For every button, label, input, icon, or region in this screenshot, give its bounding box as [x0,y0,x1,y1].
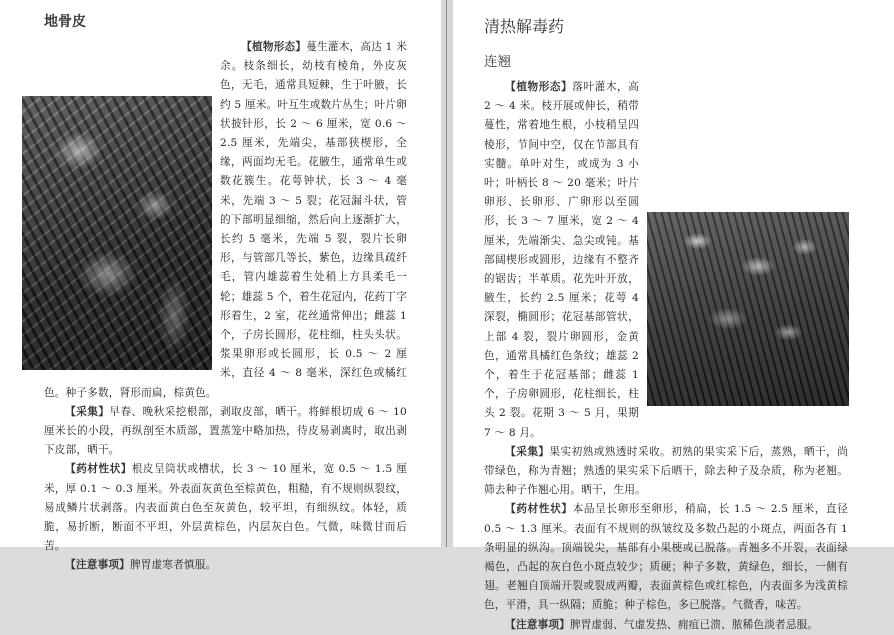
traits-paragraph [44,460,407,556]
book-gutter [441,0,453,547]
collect-text: 早春、晚秋采挖根部，剥取皮部，晒干。将鲜根切成 6 ～ 10 厘米长的小段，再纵剖至木质部，置蒸笼中略加热，待皮易剥离时，取出剥下皮部，晒干。 [44,405,407,457]
notes-text: 脾胃虚寒者慎服。 [129,559,217,572]
collect-tag: 【采集】 [505,445,550,458]
morphology-text: 落叶灌木，高 2 ～ 4 米。枝开展或伸长，稍带蔓性，常着地生根，小枝稍呈四棱形，节间中空，仅在节部具有实髓。单叶对生，或成为 3 小叶；叶柄长 8 ～ 20 毫米；叶片卵形、长卵形、广卵形以至圆形，长 3 ～ 7 厘米，宽 2 ～ 4 厘米，先端渐尖、急尖或钝。基部阔楔形或圆形，边缘有不整齐的锯齿；半革质。花先叶开放，腋生，长约 2.5 厘米；花萼 4 深裂，椭圆形；花冠基部管状，上部 4 裂，裂片卵圆形，金黄色，通常具橘红色条纹；雄蕊 2 个，着生于花冠基部；雌蕊 1 个，子房卵圆形，花柱细长，柱头 2 裂。花期 3 ～ 5 月，果期 7 ～ 8 月。 [484,81,640,439]
plant-photo [647,212,849,406]
section-title: 地骨皮 [44,14,86,30]
herb-title: 连翘 [484,54,511,70]
notes-tag: 【注意事项】 [65,559,130,572]
morphology-text: 蔓生灌木，高达 1 米余。枝条细长，幼枝有棱角，外皮灰色，无毛，通常具短棘，生于叶腋，长约 5 厘米。叶互生或数片丛生；叶片卵状披针形，长 2 ～ 6 厘米，宽 0.6 ～ 2.5 厘米，先端尖，基部狭楔形，全缘，两面均无毛。花腋生，通常单生或数花簇生。花萼钟状，长 3 ～ 4 毫米，先端 3 ～ 5 裂；花冠漏斗状，管的下部明显细缩，然后向上逐渐扩大，长约 5 毫米，先端 5 裂，裂片长卵形，与管部几等长，紫色，边缘具疏纤毛，管内雄蕊着生处稍上方具柔毛一轮；雄蕊 5 个，着生花冠内，花药丁字形着生，2 室，花丝通常伸出；雌蕊 1 个，子房长圆形，花柱细，柱头头状。浆果卵形或长圆形，长 0.5 ～ 2 厘米，直径 4 ～ 8 毫米，深红色或橘红色。种子多数，肾形而扁，棕黄色。 [44,41,407,399]
morphology-paragraph [44,38,407,403]
right-page [453,0,894,631]
notes-text: 脾胃虚弱、气虚发热、痈疽已溃、脓稀色淡者忌服。 [569,618,819,631]
morphology-tag: 【植物形态】 [241,41,307,53]
notes-tag: 【注意事项】 [505,618,570,631]
collect-paragraph [44,403,407,461]
notes-paragraph [484,616,848,635]
traits-tag: 【药材性状】 [65,463,132,476]
left-page [0,0,441,572]
collect-text: 果实初熟或熟透时采收。初熟的果实采下后，蒸熟，晒干，尚带绿色，称为青翘；熟透的果实采下后晒干，除去种子及杂质，称为老翘。筛去种子作翘心用。晒干，生用。 [484,445,848,497]
notes-paragraph [44,556,407,575]
collect-tag: 【采集】 [65,405,110,418]
traits-text: 根皮呈筒状或槽状，长 3 ～ 10 厘米，宽 0.5 ～ 1.5 厘米，厚 0.1 ～ 0.3 厘米。外表面灰黄色至棕黄色，粗糙，有不规则纵裂纹，易成鳞片状剥落。内表面黄白色至灰黄色，较平坦，有细纵纹。体轻，质脆，易折断，断面不平坦，外层黄棕色，内层灰白色。气微，味微甘而后苦。 [44,463,407,553]
traits-tag: 【药材性状】 [505,503,573,516]
plant-photo [22,96,212,370]
collect-paragraph [484,443,848,501]
morphology-tag: 【植物形态】 [505,81,573,93]
traits-paragraph [484,500,848,615]
traits-text: 本品呈长卵形至卵形，稍扁，长 1.5 ～ 2.5 厘米，直径 0.5 ～ 1.3 厘米。表面有不规则的纵皱纹及多数凸起的小斑点，两面各有 1 条明显的纵沟。顶端锐尖，基部有小果梗或已脱落。青翘多不开裂，表面绿褐色，凸起的灰白色小斑点较少；质硬；种子多数，黄绿色，细长，一侧有翅。老翘自顶端开裂或裂成两瓣，表面黄棕色或红棕色，内表面多为浅黄棕色，平滑，具一纵隔；质脆；种子棕色，多已脱落。气微香，味苦。 [484,503,848,612]
chapter-title: 清热解毒药 [484,17,565,36]
morphology-paragraph [484,78,848,443]
